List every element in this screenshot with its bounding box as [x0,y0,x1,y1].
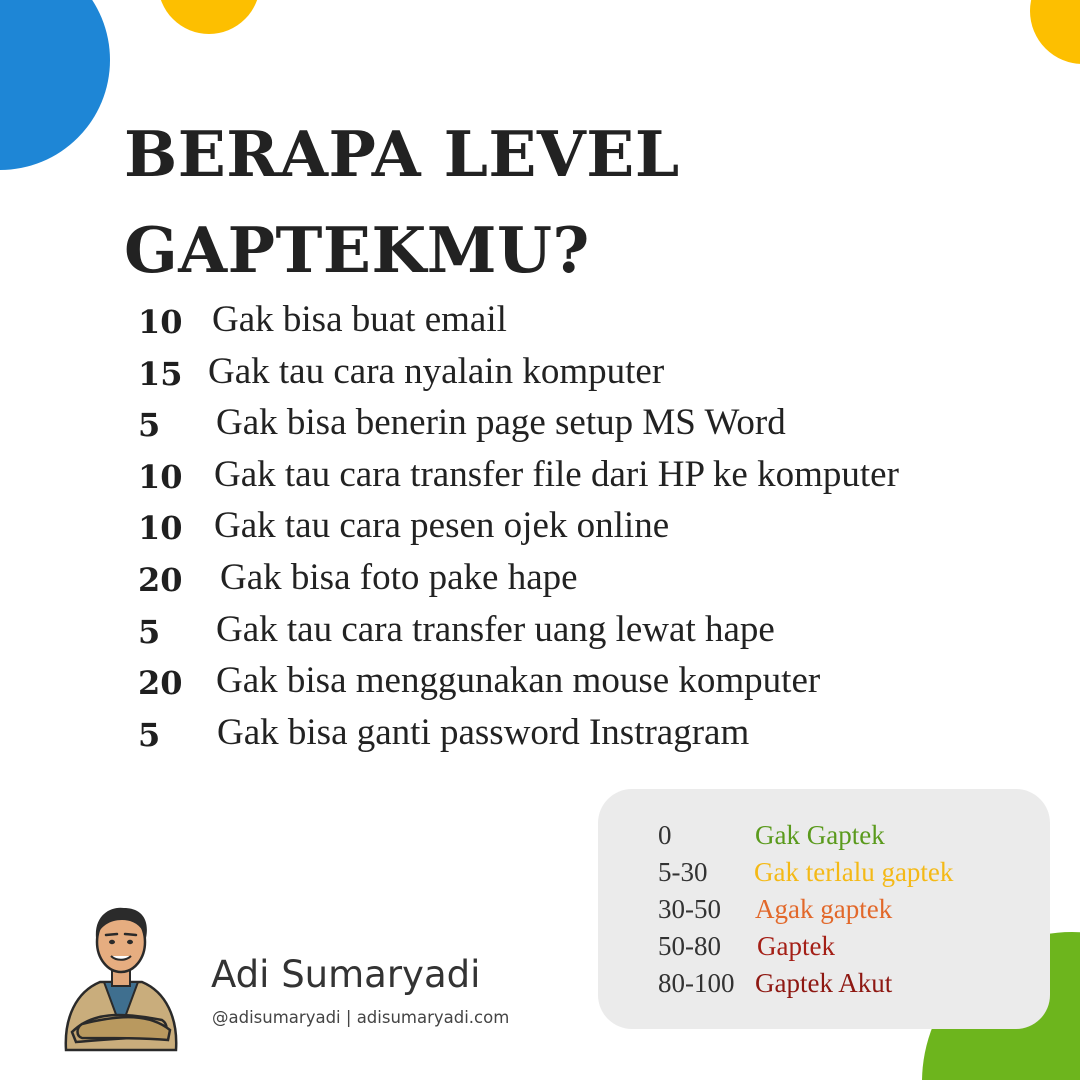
item-text: Gak tau cara transfer file dari HP ke komputer [214,453,899,495]
author-contact [212,1005,509,1031]
legend-label: Agak gaptek [755,894,893,924]
item-points: 5 [138,406,161,445]
item-points: 15 [138,354,183,393]
legend-label: Gaptek [757,931,835,961]
blue-circle-decoration [0,0,110,170]
item-text: Gak bisa benerin page setup MS Word [216,402,786,444]
author-avatar-illustration [58,900,184,1060]
item-points: 20 [138,560,183,599]
score-legend [598,789,1050,1029]
item-text: Gak bisa ganti password Instragram [217,711,750,753]
item-points: 5 [138,715,161,754]
legend-label: Gaptek Akut [755,968,893,998]
item-points: 20 [138,664,183,703]
legend-range: 80-100 [658,968,735,998]
author-handle: @adisumaryadi [212,1008,341,1027]
legend-range: 5-30 [658,857,708,887]
legend-range: 30-50 [658,894,721,924]
title-line-2: GAPTEKMU? [124,213,590,287]
author-name: Adi Sumaryadi [211,953,481,996]
item-points: 5 [138,612,161,651]
page-title [124,106,680,298]
item-points: 10 [138,509,183,548]
item-text: Gak bisa menggunakan mouse komputer [216,660,821,702]
author-separator: | [345,1008,352,1027]
item-text: Gak bisa foto pake hape [220,556,578,598]
title-line-1: BERAPA LEVEL [124,117,680,191]
item-text: Gak tau cara transfer uang lewat hape [216,608,775,650]
yellow-circle-decoration-right [1030,0,1080,64]
legend-range: 50-80 [658,931,721,961]
item-points: 10 [138,303,183,341]
author-website: adisumaryadi.com [356,1008,510,1027]
item-text: Gak tau cara pesen ojek online [214,505,670,547]
legend-range: 0 [658,820,672,850]
yellow-circle-decoration [158,0,260,34]
item-text: Gak bisa buat email [212,299,507,340]
legend-label: Gak terlalu gaptek [754,857,954,887]
item-text: Gak tau cara nyalain komputer [208,350,665,392]
item-points: 10 [138,457,183,496]
legend-label: Gak Gaptek [755,820,885,850]
